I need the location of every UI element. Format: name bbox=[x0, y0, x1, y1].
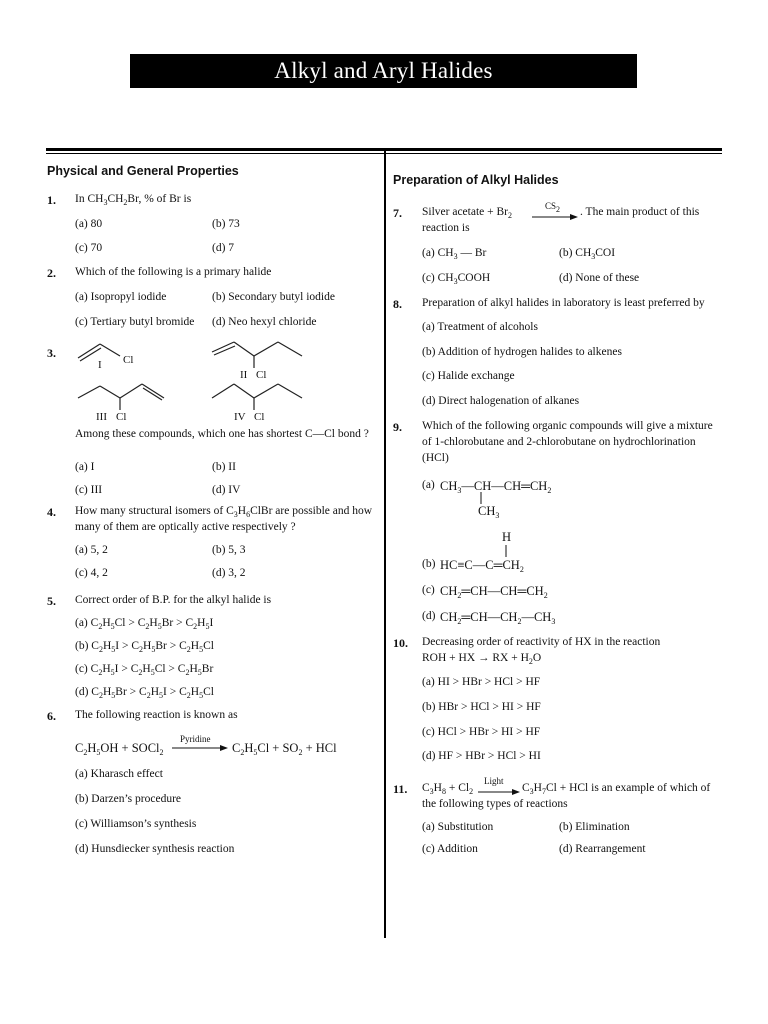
option[interactable]: (d) 3, 2 bbox=[212, 567, 246, 579]
reaction-arrow-icon bbox=[478, 788, 520, 796]
option-label[interactable]: (a) bbox=[422, 479, 435, 491]
question-text: Correct order of B.P. for the alkyl halide is bbox=[75, 594, 272, 606]
option[interactable]: (d) $C_2H_5Br > C_2H_5I > C_2H_5Cl$ bbox=[75, 686, 214, 700]
option[interactable]: (b) Elimination bbox=[559, 821, 630, 833]
option[interactable]: (c) III bbox=[75, 484, 103, 496]
question-number: 11. bbox=[393, 782, 408, 796]
question-number: 1. bbox=[47, 193, 56, 207]
structure-label: I bbox=[98, 359, 102, 371]
question-number: 9. bbox=[393, 420, 402, 434]
option[interactable]: (c) Halide exchange bbox=[422, 370, 515, 382]
reaction-product: $C_2H_5Cl + SO_2$ + HCl bbox=[232, 741, 337, 757]
option[interactable]: (b) II bbox=[212, 461, 236, 473]
question-text: Among these compounds, which one has shortest C—Cl bond ? bbox=[75, 428, 369, 440]
option[interactable]: (c) 4, 2 bbox=[75, 567, 108, 579]
option-label[interactable]: (d) bbox=[422, 610, 436, 622]
section-heading-left: Physical and General Properties bbox=[47, 164, 239, 178]
branch-label: H bbox=[502, 530, 512, 544]
arrow-label: Light bbox=[484, 776, 504, 786]
option-structure[interactable]: $HC\equiv C—C═CH_2$ bbox=[440, 558, 524, 574]
option[interactable]: (b) 73 bbox=[212, 218, 240, 230]
option[interactable]: (c) HCl > HBr > HI > HF bbox=[422, 726, 541, 738]
option[interactable]: (d) Direct halogenation of alkanes bbox=[422, 395, 580, 407]
option[interactable]: (d) Rearrangement bbox=[559, 843, 646, 855]
option[interactable]: (a) HI > HBr > HCl > HF bbox=[422, 676, 541, 688]
question-text: . The main product of this bbox=[580, 206, 700, 218]
option-structure[interactable]: $CH_2═CH—CH_2—CH_3$ bbox=[440, 610, 556, 626]
question-text: In $CH_3CH_2Br$, % of Br is bbox=[75, 193, 192, 207]
option[interactable]: (b) Secondary butyl iodide bbox=[212, 291, 335, 303]
option[interactable]: (a) $C_2H_5Cl > C_2H_5Br > C_2H_5I$ bbox=[75, 617, 214, 631]
structure-label: IV bbox=[234, 411, 246, 423]
reaction-arrow-icon bbox=[532, 213, 578, 221]
question-number: 8. bbox=[393, 297, 402, 311]
question-text: $C_3H_7Cl$ + HCl is an example of which of bbox=[522, 782, 711, 796]
option[interactable]: (c) Tertiary butyl bromide bbox=[75, 316, 195, 328]
option-structure[interactable]: $CH_3—CH—CH═CH_2$ bbox=[440, 479, 552, 495]
option[interactable]: (d) 7 bbox=[212, 242, 235, 254]
bond-line bbox=[479, 492, 483, 504]
option-label[interactable]: (c) bbox=[422, 584, 435, 596]
structure-label: Cl bbox=[254, 411, 265, 423]
question-number: 2. bbox=[47, 266, 56, 280]
question-text: Preparation of alkyl halides in laboratory is least preferred by bbox=[422, 297, 705, 309]
option[interactable]: (d) Hunsdiecker synthesis reaction bbox=[75, 843, 235, 855]
option[interactable]: (c) $C_2H_5I > C_2H_5Cl > C_2H_5Br$ bbox=[75, 663, 214, 677]
option[interactable]: (d) IV bbox=[212, 484, 241, 496]
structure-label: II bbox=[240, 369, 248, 381]
question-text: Silver acetate + $Br_2$ bbox=[422, 206, 512, 220]
arrow-label: Pyridine bbox=[180, 734, 211, 744]
option[interactable]: (c) 70 bbox=[75, 242, 103, 254]
question-number: 7. bbox=[393, 206, 402, 220]
structures-diagram bbox=[70, 338, 380, 428]
page-title: Alkyl and Aryl Halides bbox=[130, 54, 637, 88]
option[interactable]: (b) Addition of hydrogen halides to alkenes bbox=[422, 346, 622, 358]
question-text: Which of the following organic compounds will give a mixture of 1-chlorobutane and 2-chlorobutane on hydrochlorination (HCl) bbox=[422, 420, 713, 464]
option[interactable]: (b) $C_2H_5I > C_2H_5Br > C_2H_5Cl$ bbox=[75, 640, 214, 654]
option[interactable]: (d) HF > HBr > HCl > HI bbox=[422, 750, 541, 762]
option[interactable]: (b) $CH_3COI$ bbox=[559, 247, 616, 261]
question-number: 4. bbox=[47, 505, 56, 519]
option[interactable]: (a) I bbox=[75, 461, 95, 473]
option-label[interactable]: (b) bbox=[422, 558, 436, 570]
column-divider bbox=[384, 148, 386, 938]
reaction-arrow-icon bbox=[172, 744, 228, 752]
question-text: Decreasing order of reactivity of HX in the reaction bbox=[422, 636, 661, 648]
question-text: the following types of reactions bbox=[422, 798, 568, 810]
structure-label: Cl bbox=[256, 369, 267, 381]
branch-label: $CH_3$ bbox=[478, 504, 500, 520]
option[interactable]: (d) Neo hexyl chloride bbox=[212, 316, 317, 328]
option[interactable]: (b) Darzen’s procedure bbox=[75, 793, 181, 805]
structure-label: Cl bbox=[116, 411, 127, 423]
question-text: Which of the following is a primary halide bbox=[75, 266, 272, 278]
option[interactable]: (c) $CH_3COOH$ bbox=[422, 272, 491, 286]
structure-label: III bbox=[96, 411, 107, 423]
option[interactable]: (a) Substitution bbox=[422, 821, 494, 833]
option[interactable]: (b) HBr > HCl > HI > HF bbox=[422, 701, 541, 713]
option-structure[interactable]: $CH_2═CH—CH═CH_2$ bbox=[440, 584, 548, 600]
question-text: How many structural isomers of $C_3H_6ClBr$ are possible and how many of them are optically active respectively ? bbox=[75, 505, 373, 533]
option[interactable]: (a) Treatment of alcohols bbox=[422, 321, 538, 333]
question-text: The following reaction is known as bbox=[75, 709, 238, 721]
option[interactable]: (c) Addition bbox=[422, 843, 478, 855]
question-number: 6. bbox=[47, 709, 56, 723]
question-text: reaction is bbox=[422, 222, 470, 234]
structure-label: Cl bbox=[123, 354, 134, 366]
reaction-equation: $C_2H_5OH$ + SOCl$_2$ bbox=[75, 741, 164, 757]
question-number: 3. bbox=[47, 346, 56, 360]
option[interactable]: (a) Kharasch effect bbox=[75, 768, 163, 780]
section-heading-right: Preparation of Alkyl Halides bbox=[393, 173, 559, 187]
question-text: $C_3H_8 + Cl_2$ bbox=[422, 782, 474, 796]
option[interactable]: (d) None of these bbox=[559, 272, 640, 284]
option[interactable]: (b) 5, 3 bbox=[212, 544, 246, 556]
option[interactable]: (c) Williamson’s synthesis bbox=[75, 818, 197, 830]
option[interactable]: (a) Isopropyl iodide bbox=[75, 291, 167, 303]
option[interactable]: (a) 5, 2 bbox=[75, 544, 108, 556]
question-number: 10. bbox=[393, 636, 408, 650]
arrow-label: $CS_2$ bbox=[545, 201, 561, 214]
bond-line bbox=[504, 545, 508, 557]
option[interactable]: (a) 80 bbox=[75, 218, 103, 230]
question-number: 5. bbox=[47, 594, 56, 608]
reaction-equation: ROH + HX → RX + $H_2O$ bbox=[422, 652, 542, 666]
option[interactable]: (a) $CH_3$ — Br bbox=[422, 247, 487, 261]
